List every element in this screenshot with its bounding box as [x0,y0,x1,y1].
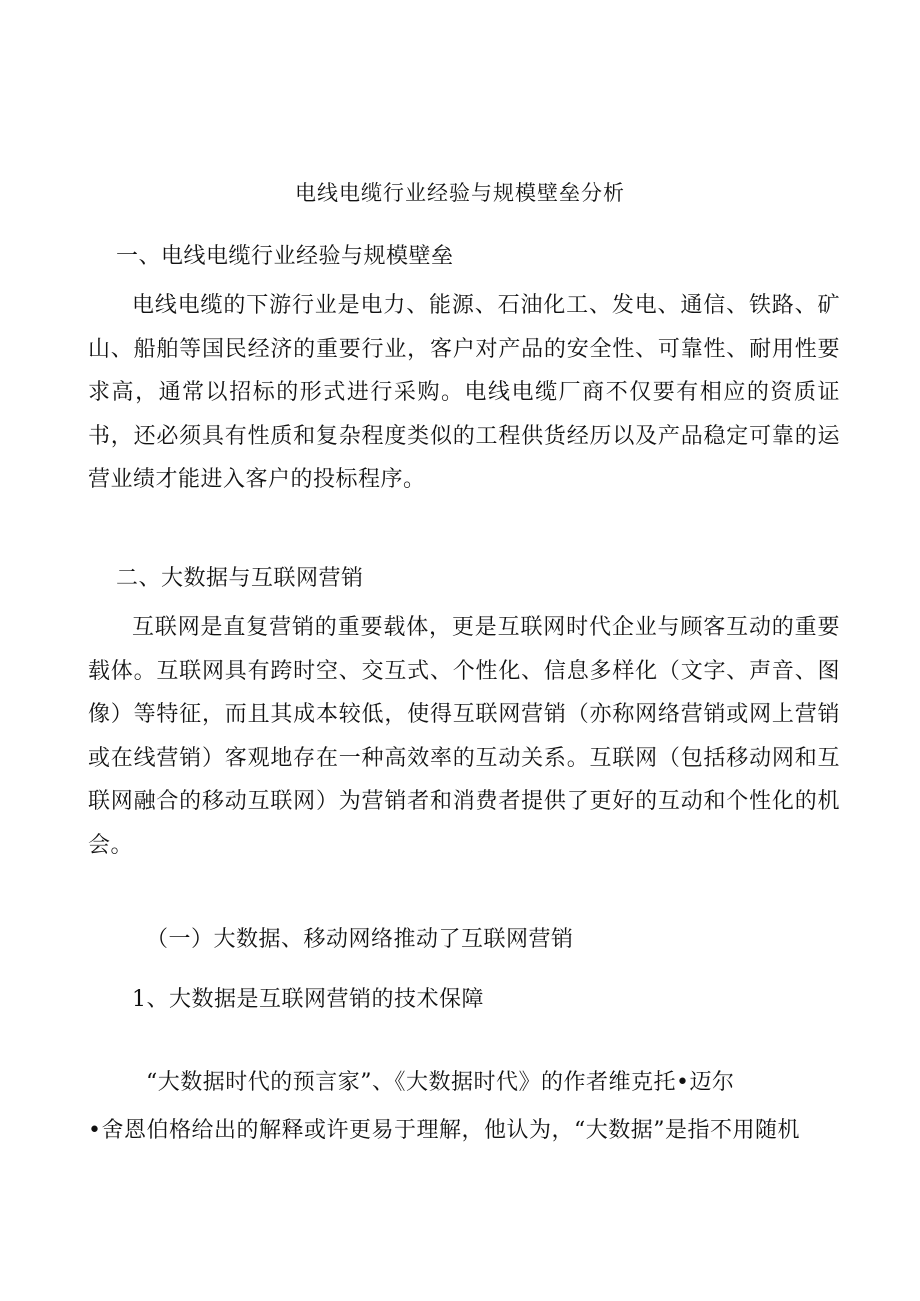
subsection-heading: （一）大数据、移动网络推动了互联网营销 [146,927,574,952]
item1-heading: 1、大数据是互联网营销的技术保障 [132,987,484,1012]
section2-heading: 二、大数据与互联网营销 [116,566,364,591]
section2-paragraph: 互联网是直复营销的重要载体，更是互联网时代企业与顾客互动的重要载体。互联网具有跨时空、交互式、个性化、信息多样化（文字、声音、图像）等特征，而且其成本较低，使得互联网营销（亦称网络营销或网上营销或在线营销）客观地存在一种高效率的互动关系。互联网（包括移动网和互联网融合的移动互联网）为营销者和消费者提供了更好的互动和个性化的机会。 [88,615,840,858]
quote-line-1: “大数据时代的预言家”、《大数据时代》的作者维克托•迈尔 [146,1070,735,1095]
document-title: 电线电缆行业经验与规模壁垒分析 [295,181,625,205]
section1-heading: 一、电线电缆行业经验与规模壁垒 [116,244,454,269]
quote-line-2: •舍恩伯格给出的解释或许更易于理解，他认为，“大数据”是指不用随机 [88,1118,800,1143]
section1-paragraph: 电线电缆的下游行业是电力、能源、石油化工、发电、通信、铁路、矿山、船舶等国民经济的重要行业，客户对产品的安全性、可靠性、耐用性要求高，通常以招标的形式进行采购。电线电缆厂商不仅要有相应的资质证书，还必须具有性质和复杂程度类似的工程供货经历以及产品稳定可靠的运营业绩才能进入客户的投标程序。 [88,293,840,492]
